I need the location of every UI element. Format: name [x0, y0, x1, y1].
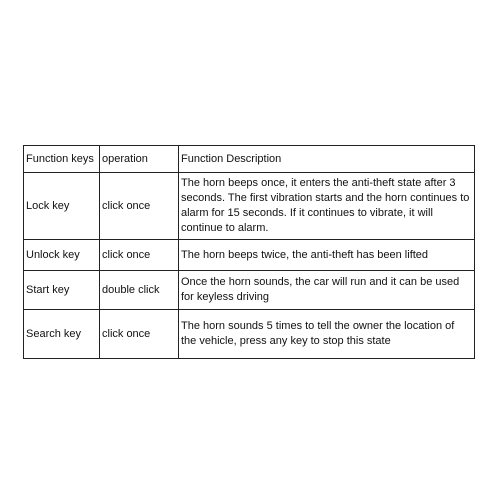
function-key-cell: Search key [24, 310, 100, 359]
operation-cell: click once [100, 173, 179, 240]
function-key-cell: Unlock key [24, 240, 100, 271]
function-key-cell: Lock key [24, 173, 100, 240]
header-function-description: Function Description [179, 146, 475, 173]
function-keys-table [23, 145, 475, 359]
description-cell: Once the horn sounds, the car will run and it can be used for keyless driving [179, 271, 475, 310]
table-row [24, 310, 475, 359]
header-function-keys: Function keys [24, 146, 100, 173]
table-row [24, 173, 475, 240]
table-header-row [24, 146, 475, 173]
operation-cell: double click [100, 271, 179, 310]
operation-cell: click once [100, 310, 179, 359]
operation-cell: click once [100, 240, 179, 271]
description-cell: The horn beeps twice, the anti-theft has been lifted [179, 240, 475, 271]
description-cell: The horn sounds 5 times to tell the owner the location of the vehicle, press any key to stop this state [179, 310, 475, 359]
table-row [24, 240, 475, 271]
header-operation: operation [100, 146, 179, 173]
description-cell: The horn beeps once, it enters the anti-theft state after 3 seconds. The first vibration starts and the horn continues to alarm for 15 seconds. If it continues to vibrate, it will continue to alarm. [179, 173, 475, 240]
function-key-cell: Start key [24, 271, 100, 310]
table-row [24, 271, 475, 310]
